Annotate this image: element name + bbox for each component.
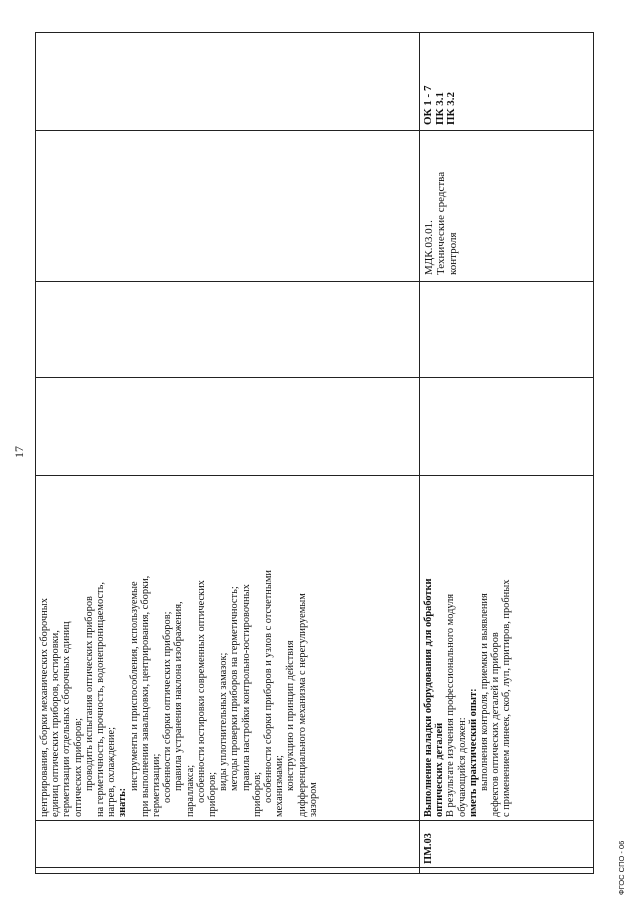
column-divider <box>36 130 593 131</box>
competencies-cell <box>423 35 458 125</box>
module-title: оптических деталей <box>434 722 446 817</box>
text-line: при выполнении завальцовки, центрирования, сборки, <box>139 575 151 817</box>
text-line: дифференциального механизма с нерегулируемым <box>296 593 308 817</box>
column-divider <box>36 867 593 868</box>
column-divider <box>36 820 593 821</box>
skills-knowledge-cell <box>39 479 319 817</box>
text-line: единиц оптических приборов, юстировки, <box>50 630 62 817</box>
text-line: инструменты и приспособления, используемые <box>128 581 140 791</box>
module-title: Выполнение наладки оборудования для обработки <box>423 578 434 817</box>
text-line: с применением линеек, скоб, луп, притиров, пробных <box>501 579 513 817</box>
row-divider <box>419 33 420 873</box>
text-line: конструкцию и принцип действия <box>285 640 297 791</box>
text-line: правила настройки контрольно-юстировочных <box>240 584 252 791</box>
text-line: приборов; <box>251 772 263 817</box>
text-line: особенности сборки оптических приборов; <box>162 611 174 803</box>
mdk-code: МДК.03.01. <box>423 220 435 275</box>
text-line: дефектов оптических деталей и приборов <box>490 632 502 817</box>
column-divider <box>36 281 593 282</box>
curriculum-table <box>35 32 594 874</box>
competency-code: ОК 1 - 7 <box>422 85 434 125</box>
competency-code: ПК 3.1 <box>433 91 446 125</box>
competency-code: ПК 3.2 <box>445 91 457 125</box>
footer-label: ФГОС СПО - 06 <box>617 840 626 895</box>
module-code: ПМ.03 <box>423 833 434 864</box>
column-divider <box>36 377 593 378</box>
text-line: В результате изучения профессионального модуля <box>445 593 457 817</box>
text-line: приборов; <box>207 772 219 817</box>
mdk-cell <box>423 135 459 275</box>
mdk-title: Технические средства <box>435 171 447 275</box>
text-line: нагрев, охлаждение; <box>106 727 118 817</box>
text-line: обучающийся должен: <box>456 717 468 817</box>
text-line: методы проверки приборов на герметичность; <box>229 586 241 791</box>
text-line: герметизации; <box>151 753 163 817</box>
text-line: герметизации отдельных сборочных единиц <box>61 621 73 817</box>
text-line: параллакса; <box>184 764 196 817</box>
text-line: проводить испытания оптических приборов <box>83 596 95 791</box>
text-line: виды уплотнительных замазок; <box>218 652 230 791</box>
text-line: на герметичность, прочность, водонепроницаемость, <box>95 582 107 817</box>
text-line: правила устранения наклона изображения, <box>173 601 185 791</box>
text-line: механизмами; <box>274 755 286 817</box>
text-line: центрирования, сборки механических сборочных <box>39 598 50 817</box>
column-divider <box>36 475 593 476</box>
text-line: зазором <box>307 782 319 817</box>
text-line: особенности сборки приборов и узлов с отсчетными <box>263 570 275 803</box>
section-label: знать: <box>117 787 129 817</box>
page-number: 17 <box>12 446 26 458</box>
section-label: иметь практический опыт: <box>467 688 479 817</box>
text-line: оптических приборов; <box>72 718 84 817</box>
text-line: особенности юстировки современных оптических <box>195 580 207 803</box>
mdk-title: контроля <box>447 232 459 275</box>
module-description-cell <box>423 479 513 817</box>
text-line: выполнения контроля, приемки и выявления <box>479 593 491 791</box>
